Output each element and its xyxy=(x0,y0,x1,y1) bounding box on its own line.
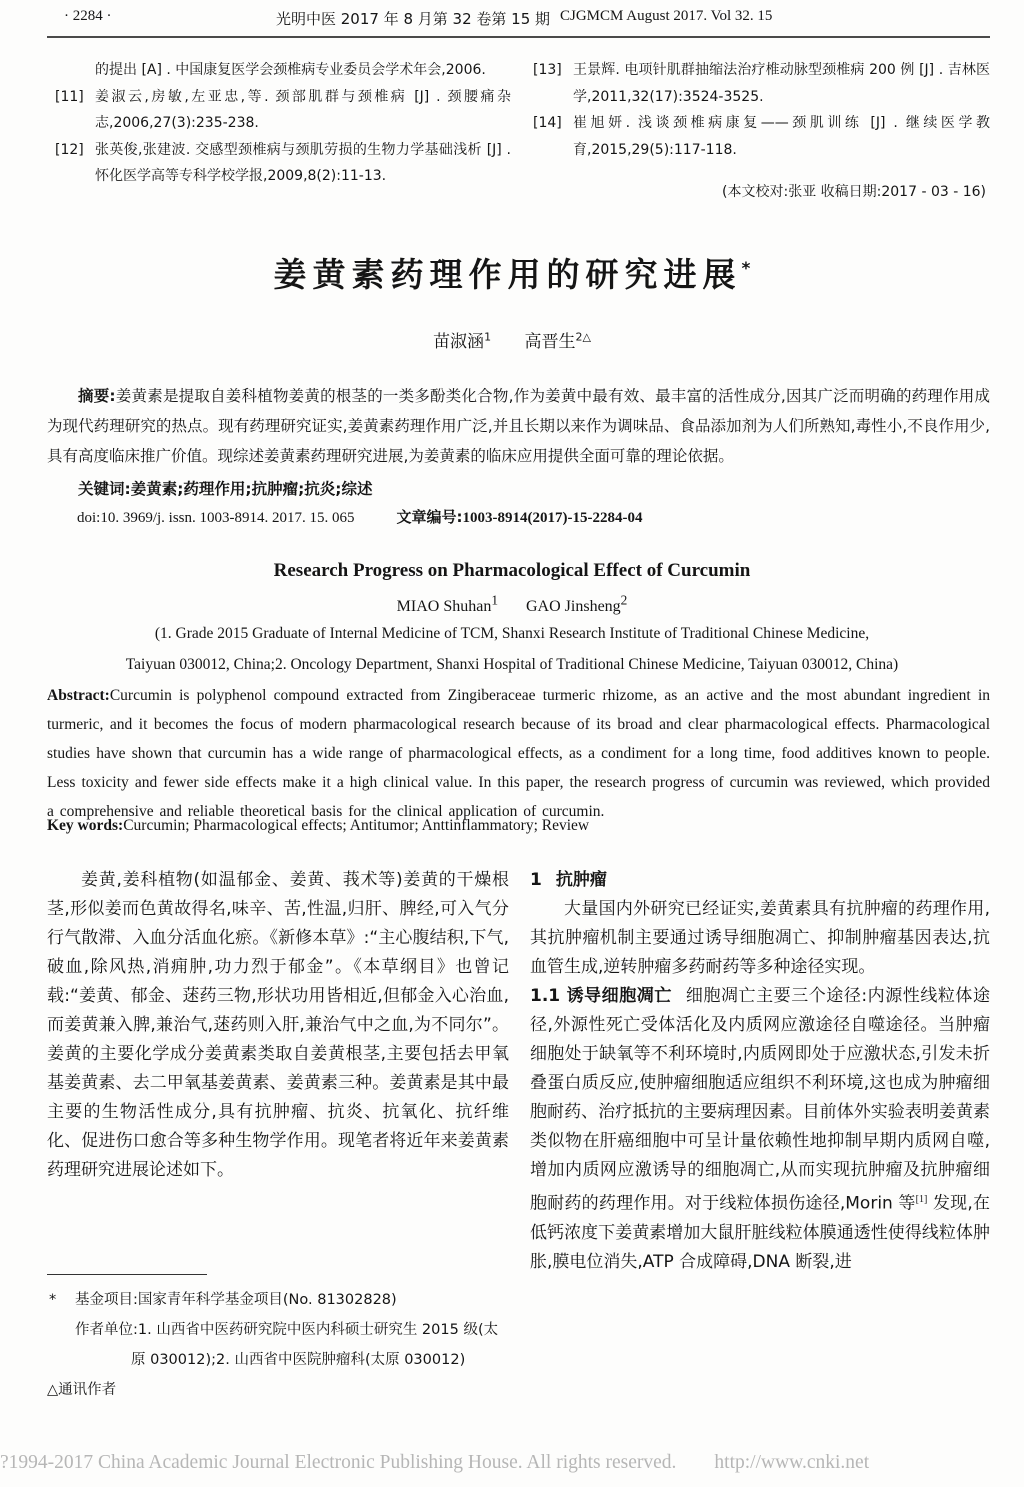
author-affiliation-mark: 2 xyxy=(620,593,628,608)
references-left-column xyxy=(55,57,511,190)
keywords-text: 姜黄素;药理作用;抗肿瘤;抗炎;综述 xyxy=(130,480,373,498)
body-right-column xyxy=(530,866,990,1277)
abstract-chinese xyxy=(47,381,990,471)
watermark-url: http://www.cnki.net xyxy=(714,1452,870,1473)
proofreader-received-note: (本文校对:张亚 收稿日期:2017 - 03 - 16) xyxy=(722,184,986,200)
abstract-text: 姜黄素是提取自姜科植物姜黄的根茎的一类多酚类化合物,作为姜黄中最有效、最丰富的活性成分,因其广泛而明确的药理作用成为现代药理研究的热点。现有药理研究证实,姜黄素药理作用广泛,并且长期以来作为调味品、食品添加剂为人们所熟知,毒性小,不良作用少,具有高度临床推广价值。现综述姜黄素药理研究进展,为姜黄素的临床应用提供全面可靠的理论依据。 xyxy=(47,387,990,465)
keywords-english xyxy=(47,817,990,835)
reference-12 xyxy=(55,137,511,190)
section-1-1-heading: 1.1 诱导细胞凋亡 xyxy=(530,986,672,1006)
title-footnote-star: * xyxy=(741,259,751,279)
corresponding-author-note: △通讯作者 xyxy=(47,1382,117,1398)
citation-marker: [1] xyxy=(915,1194,928,1205)
section-title: 抗肿瘤 xyxy=(555,870,607,890)
authors-line xyxy=(0,327,1024,352)
abstract-english-text: Curcumin is polyphenol compound extracted from Zingiberaceae turmeric rhizome, as an active and the most abundant ingredient in turmeric, and it becomes the focus of modern pharmacological research because of its broad and clear pharmacological effects. Pharmacological studies have shown that curcumin has a wide range of pharmacological effects, as a condiment for a long time, food additives known to people. Less toxicity and fewer side effects make it a high clinical value. In this paper, the research progress of curcumin was reviewed, which provided a comprehensive and reliable theoretical basis for the clinical application of curcumin. xyxy=(47,687,990,820)
reference-13 xyxy=(533,57,990,110)
watermark-copyright: ?1994-2017 China Academic Journal Electronic Publishing House. All rights reserved. xyxy=(0,1452,677,1473)
english-authors-line xyxy=(0,593,1024,616)
author-affiliation-mark: 1 xyxy=(484,330,492,344)
keywords-label: 关键词: xyxy=(78,480,131,498)
footnote-star: * xyxy=(49,1292,57,1308)
abstract-label: 摘要: xyxy=(78,387,116,405)
affiliation-line-1: (1. Grade 2015 Graduate of Internal Medicine of TCM, Shanxi Research Institute of Traditional Chinese Medicine, xyxy=(154,625,870,642)
page-number: · 2284 · xyxy=(64,8,112,24)
reference-11 xyxy=(55,84,511,137)
english-author-2 xyxy=(526,593,628,616)
author-unit-note: 作者单位:1. 山西省中医药研究院中医内科硕士研究生 2015 级(太原 030012);2. 山西省中医院肿瘤科(太原 030012) xyxy=(75,1322,499,1368)
author-name: MIAO Shuhan xyxy=(396,598,492,616)
intro-paragraph: 姜黄,姜科植物(如温郁金、姜黄、莪术等)姜黄的干燥根茎,形似姜而色黄故得名,味辛、苦,性温,归肝、脾经,可入气分行气散滞、入血分活血化瘀。《新修本草》:“主心腹结积,下气,破血,除风热,消痈肿,功力烈于郁金”。《本草纲目》也曾记载:“姜黄、郁金、蒁药三物,形状功用皆相近,但郁金入心治血,而姜黄兼入脾,兼治气,蒁药则入肝,兼治气中之血,为不同尔”。姜黄的主要化学成分姜黄素类取自姜黄根茎,主要包括去甲氧基姜黄素、去二甲氧基姜黄素、姜黄素三种。姜黄素是其中最主要的生物活性成分,具有抗肿瘤、抗炎、抗氧化、抗纤维化、促进伤口愈合等多种生物学作用。现笔者将近年来姜黄素药理研究进展论述如下。 xyxy=(47,870,509,1180)
doi-value: doi:10. 3969/j. issn. 1003-8914. 2017. 15. 065 xyxy=(77,510,355,526)
reference-text: 的提出 [A] . 中国康复医学会颈椎病专业委员会学术年会,2006. xyxy=(95,62,486,78)
article-number-label: 文章编号: xyxy=(396,508,463,526)
keywords-chinese xyxy=(47,477,990,499)
author-2 xyxy=(524,332,590,352)
header-rule xyxy=(47,36,990,38)
english-author-1 xyxy=(396,593,498,616)
reference-label: [14] xyxy=(533,115,562,131)
reference-continuation xyxy=(55,57,511,84)
reference-label: [12] xyxy=(55,141,84,158)
article-number-value: 1003-8914(2017)-15-2284-04 xyxy=(462,510,643,526)
section-1-paragraph: 大量国内外研究已经证实,姜黄素具有抗肿瘤的药理作用,其抗肿瘤机制主要通过诱导细胞凋亡、抑制肿瘤基因表达,抗血管生成,逆转肿瘤多药耐药等多种途径实现。 xyxy=(530,899,990,977)
footnote-block xyxy=(47,1274,509,1405)
keywords-english-label: Key words: xyxy=(47,817,124,834)
cnki-watermark xyxy=(0,1452,1010,1474)
article-title-text: 姜黄素药理作用的研究进展 xyxy=(273,255,742,294)
author-name: 高晋生 xyxy=(524,332,576,352)
abstract-english xyxy=(47,681,990,826)
author-name: GAO Jinsheng xyxy=(526,598,621,616)
author-affiliation-mark: 2△ xyxy=(575,330,591,344)
references-right-column xyxy=(533,57,990,206)
reference-text: 张英俊,张建波. 交感型颈椎病与颈肌劳损的生物力学基础浅析 [J] . 怀化医学高等专科学校学报,2009,8(2):11-13. xyxy=(95,141,511,184)
article-title xyxy=(0,249,1024,296)
abstract-english-label: Abstract: xyxy=(47,687,110,704)
section-1-heading xyxy=(530,866,990,895)
reference-text: 姜淑云,房敏,左亚忠,等. 颈部肌群与颈椎病 [J] . 颈腰痛杂志,2006,27(3):235-238. xyxy=(95,88,511,131)
fund-project-text: 基金项目:国家青年科学基金项目(No. 81302828) xyxy=(75,1292,397,1308)
section-1-1-text: 细胞凋亡主要三个途径:内源性线粒体途径,外源性死亡受体活化及内质网应激途径自噬途径。当肿瘤细胞处于缺氧等不利环境时,内质网即处于应激状态,引发未折叠蛋白质反应,使肿瘤细胞适应组织不利环境,这也成为肿瘤细胞耐药、治疗抵抗的主要病理因素。目前体外实验表明姜黄素类似物在肝癌细胞中可呈计量依赖性地抑制早期内质网自噬,增加内质网应激诱导的细胞凋亡,从而实现抗肿瘤及抗肿瘤细胞耐药的药理作用。对于线粒体损伤途径,Morin 等 xyxy=(530,986,990,1214)
journal-header-english: CJGMCM August 2017. Vol 32. 15 xyxy=(560,8,773,24)
english-title: Research Progress on Pharmacological Effect of Curcumin xyxy=(273,560,751,581)
journal-header-chinese: 光明中医 2017 年 8 月第 32 卷第 15 期 xyxy=(276,10,551,28)
section-1-1-text-continued: 发现,在低钙浓度下姜黄素增加大鼠肝脏线粒体膜通透性使得线粒体肿胀,膜电位消失,ATP 合成障碍,DNA 断裂,进 xyxy=(530,1193,990,1272)
keywords-english-text: Curcumin; Pharmacological effects; Antitumor; Anttinflammatory; Review xyxy=(123,817,590,834)
reference-label: [11] xyxy=(55,88,84,105)
fund-project-note xyxy=(47,1285,509,1315)
section-number: 1 xyxy=(530,870,542,890)
author-1 xyxy=(433,332,491,352)
reference-label: [13] xyxy=(533,62,562,78)
author-affiliation-mark: 1 xyxy=(491,593,498,608)
reference-text: 崔旭妍. 浅谈颈椎病康复——颈肌训练 [J] . 继续医学教育,2015,29(5):117-118. xyxy=(573,115,990,158)
reference-text: 王景辉. 电项针肌群抽缩法治疗椎动脉型颈椎病 200 例 [J] . 吉林医学,2011,32(17):3524-3525. xyxy=(573,62,990,105)
section-1-1-paragraph xyxy=(530,982,990,1277)
reference-14 xyxy=(533,110,990,163)
footnote-rule xyxy=(47,1274,207,1275)
affiliation-line-2: Taiyuan 030012, China;2. Oncology Department, Shanxi Hospital of Traditional Chinese Medicine, Taiyuan 030012, China) xyxy=(125,656,899,673)
body-left-column xyxy=(47,866,509,1185)
doi-line xyxy=(47,506,990,527)
author-name: 苗淑涵 xyxy=(433,332,485,352)
